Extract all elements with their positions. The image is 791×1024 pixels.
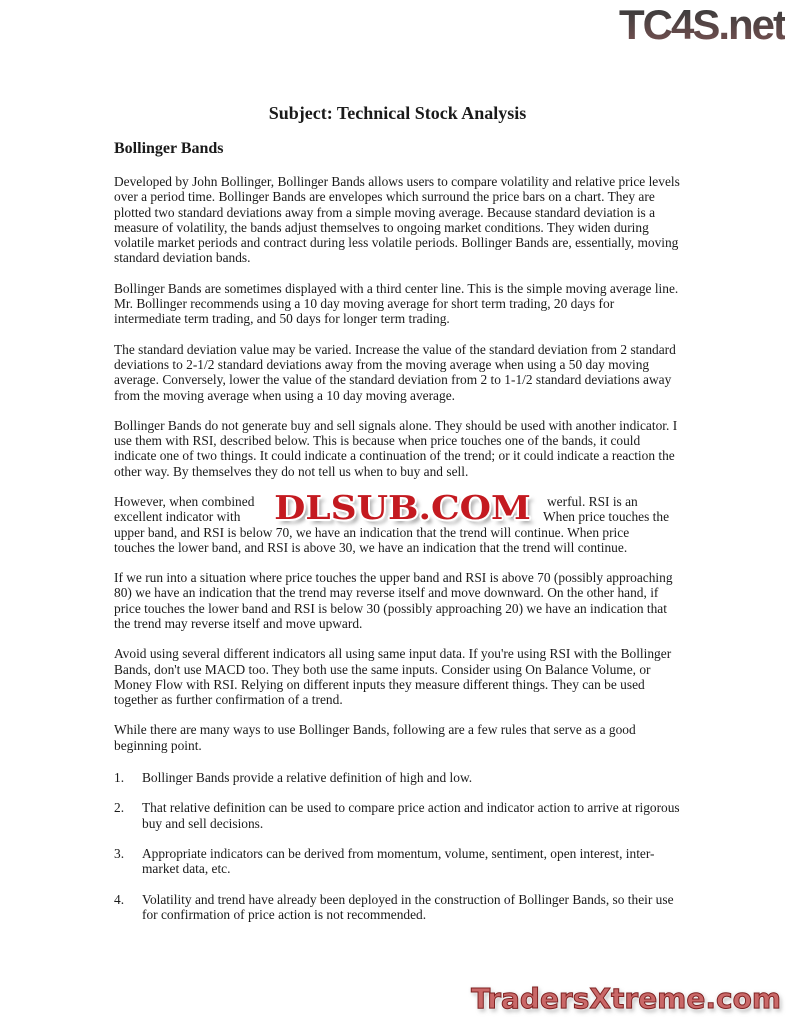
page-title: Subject: Technical Stock Analysis bbox=[268, 103, 527, 123]
paragraph-intro: Developed by John Bollinger, Bollinger Bands allows users to compare volatility and relative price levels over a period time. Bollinger Bands are envelopes which surround the price bars on a chart. They are plotted two standard deviations away from a simple moving average. Because standard deviation is a measure of volatility, the bands adjust themselves to ongoing market conditions. They widen during volatile market periods and contract during less volatile periods. Bollinger Bands are, essentially, moving standard deviation bands. bbox=[114, 174, 680, 266]
paragraph-reversal: If we run into a situation where price touches the upper band and RSI is above 70 (possibly approaching 80) we have an indication that the trend may reverse itself and move downward. On the other hand, if price touches the lower band and RSI is below 30 (possibly approaching 20) we have an indication that the trend may reverse itself and move upward. bbox=[114, 570, 673, 631]
line-fragment-left: However, when combined bbox=[114, 494, 255, 510]
list-item bbox=[114, 892, 681, 923]
section-heading-bollinger-bands: Bollinger Bands bbox=[114, 140, 224, 157]
list-item-text: Appropriate indicators can be derived from momentum, volume, sentiment, open interest, inter-market data, etc. bbox=[142, 845, 655, 877]
paragraph-rules-intro: While there are many ways to use Bollinger Bands, following are a few rules that serve as a good beginning point. bbox=[114, 722, 636, 753]
tradersxtreme-logo: TradersXtreme.com bbox=[471, 982, 781, 1015]
list-item bbox=[114, 800, 681, 831]
list-item-text: That relative definition can be used to compare price action and indicator action to arrive at rigorous buy and sell decisions. bbox=[142, 800, 680, 831]
list-item-number: 3. bbox=[114, 845, 125, 861]
text-line: upper band, and RSI is below 70, we have an indication that the trend will continue. When price bbox=[114, 524, 630, 540]
document-page bbox=[114, 97, 681, 937]
line-fragment-right: When price touches the bbox=[543, 509, 670, 525]
rules-list bbox=[114, 770, 681, 922]
paragraph-center-line: Bollinger Bands are sometimes displayed with a third center line. This is the simple moving average line. Mr. Bollinger recommends using a 10 day moving average for short term trading, 20 days for intermediate term trading, and 50 days for longer term trading. bbox=[114, 280, 679, 327]
list-item bbox=[114, 770, 681, 785]
dlsub-watermark-text: DLSUB.COM bbox=[274, 489, 531, 528]
paragraph-avoid-duplicate-inputs: Avoid using several different indicators all using same input data. If you're using RSI with the Bollinger Bands, don't use MACD too. They both use the same inputs. Consider using On Balance Volume, or Money Flow with RSI. Relying on different inputs they measure different things. They can be used together as further confirmation of a trend. bbox=[114, 646, 672, 708]
line-fragment-left: excellent indicator with bbox=[114, 509, 241, 525]
list-item-number: 2. bbox=[114, 800, 125, 816]
list-item-text: Bollinger Bands provide a relative definition of high and low. bbox=[142, 770, 473, 786]
paragraph-signals: Bollinger Bands do not generate buy and sell signals alone. They should be used with another indicator. I use them with RSI, described below. This is because when price touches one of the bands, it could indicate one of two things. It could indicate a continuation of the trend; or it could indicate a reaction the other way. By themselves they do not tell us when to buy and sell. bbox=[114, 417, 678, 479]
list-item bbox=[114, 846, 681, 877]
watermarked-line bbox=[114, 494, 681, 509]
list-item-number: 1. bbox=[114, 770, 125, 786]
list-item-text: Volatility and trend have already been deployed in the construction of Bollinger Bands, so their use for confirmation of price action is not recommended. bbox=[142, 891, 674, 922]
paragraph-rsi-watermarked bbox=[114, 489, 681, 555]
watermarked-line bbox=[114, 509, 681, 524]
text-line: touches the lower band, and RSI is above 30, we have an indication that the trend will continue. bbox=[114, 539, 628, 555]
paragraph-standard-deviation: The standard deviation value may be varied. Increase the value of the standard deviation from 2 standard deviations to 2-1/2 standard deviations away from the moving average when using a 50 day moving average. Conversely, lower the value of the standard deviation from 2 to 1-1/2 standard deviations away from the moving average when using a 10 day moving average. bbox=[114, 341, 676, 403]
line-fragment-right: werful. RSI is an bbox=[547, 494, 638, 510]
list-item-number: 4. bbox=[114, 891, 125, 907]
tc4s-logo: TC4S.net bbox=[618, 1, 785, 48]
